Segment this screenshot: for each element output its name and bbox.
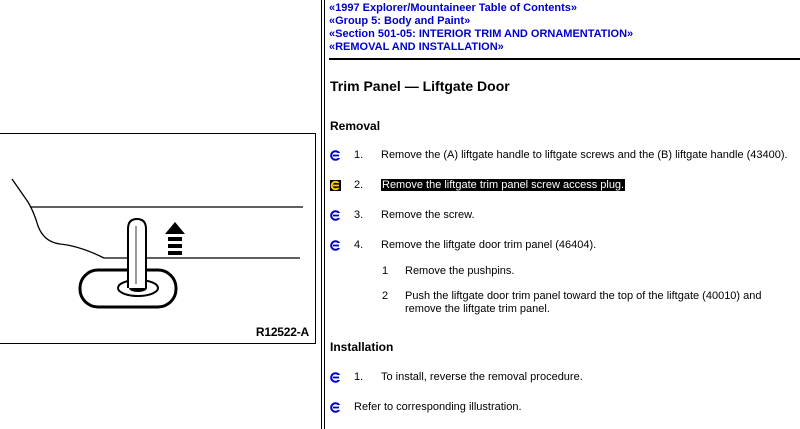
step-number: 2.: [354, 179, 364, 191]
breadcrumb-procedure[interactable]: «REMOVAL AND INSTALLATION»: [329, 41, 504, 53]
step-text: Remove the (A) liftgate handle to liftgate screws and the (B) liftgate handle (43400).: [381, 149, 788, 161]
highlighted-text: Remove the liftgate trim panel screw access plug.: [382, 179, 625, 191]
installation-heading: Installation: [330, 340, 394, 354]
step-arrow-icon[interactable]: [330, 150, 341, 161]
illustration-pane: [0, 0, 318, 429]
substep-text: Push the liftgate door trim panel toward the top of the liftgate (40010) and remove the liftgate trim panel.: [405, 290, 762, 315]
illustration-label: R12522-A: [255, 325, 309, 339]
liftgate-illustration: [0, 133, 316, 344]
step-number: 3.: [354, 209, 364, 221]
step-arrow-icon-active[interactable]: [330, 180, 341, 191]
substep-number: 1: [382, 265, 389, 277]
step-number: 4.: [354, 239, 364, 251]
breadcrumb-section[interactable]: «Section 501-05: INTERIOR TRIM AND ORNAMENTATION»: [329, 28, 634, 40]
breadcrumb-group[interactable]: «Group 5: Body and Paint»: [329, 15, 471, 27]
step-number: 1.: [354, 371, 364, 383]
step-arrow-icon[interactable]: [330, 240, 341, 251]
step-arrow-icon[interactable]: [330, 372, 341, 383]
liftgate-handle-diagram: [0, 134, 316, 345]
substep-text: Remove the pushpins.: [405, 265, 515, 277]
step-text: Remove the liftgate door trim panel (46404).: [381, 239, 597, 251]
step-text: Remove the screw.: [381, 209, 475, 221]
breadcrumb-toc[interactable]: «1997 Explorer/Mountaineer Table of Contents»: [329, 2, 577, 14]
step-text: To install, reverse the removal procedure.: [381, 371, 583, 383]
page-title: Trim Panel — Liftgate Door: [330, 78, 510, 94]
removal-heading: Removal: [330, 119, 381, 133]
step-arrow-icon[interactable]: [330, 210, 341, 221]
substep-number: 2: [382, 290, 389, 302]
reference-text: Refer to corresponding illustration.: [354, 401, 522, 413]
header-divider: [329, 58, 800, 60]
reference-arrow-icon[interactable]: [330, 402, 341, 413]
step-text-highlighted: [381, 179, 625, 192]
step-number: 1.: [354, 149, 364, 161]
pane-divider[interactable]: [321, 0, 325, 429]
content-pane: [327, 0, 800, 429]
